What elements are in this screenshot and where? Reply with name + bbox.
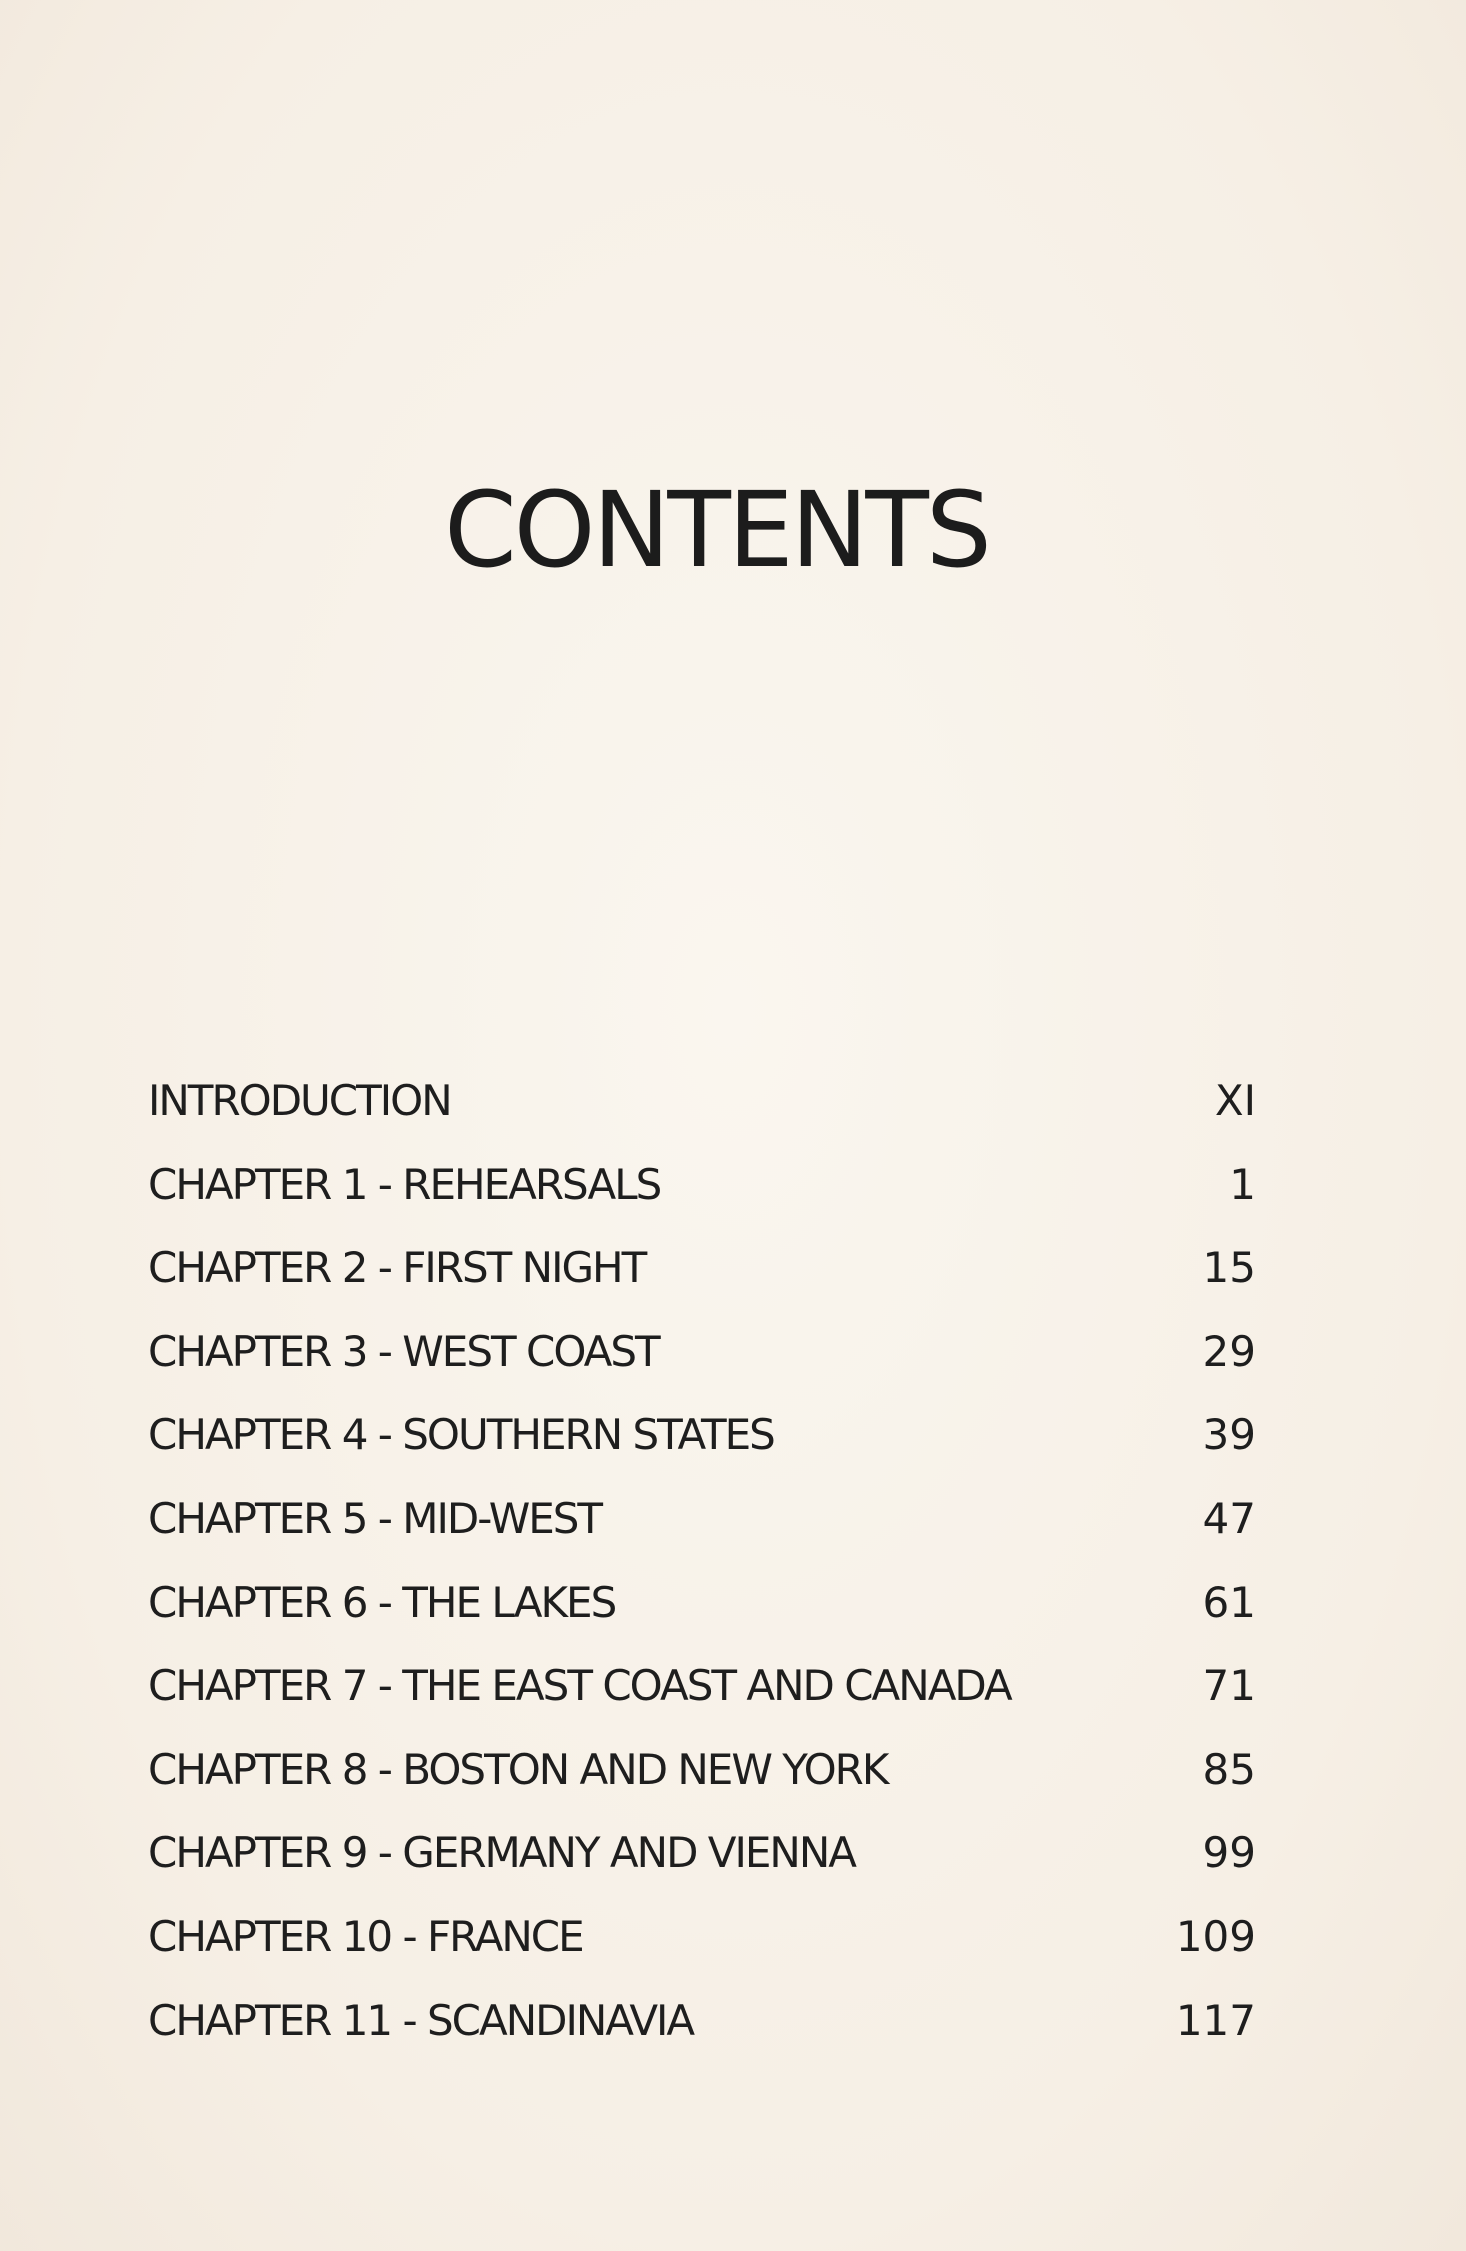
toc-entry-page: 1 [1229, 1159, 1256, 1209]
toc-entry-page: 109 [1175, 1911, 1256, 1961]
toc-entry-title: CHAPTER 7 - THE EAST COAST AND CANADA [148, 1661, 1011, 1711]
toc-entry-page: XI [1214, 1076, 1256, 1125]
toc-entry-title: CHAPTER 4 - SOUTHERN STATES [148, 1410, 774, 1460]
toc-entry-title: CHAPTER 11 - SCANDINAVIA [148, 1995, 694, 2045]
toc-entry-title: CHAPTER 9 - GERMANY AND VIENNA [148, 1828, 855, 1878]
toc-entry-title: CHAPTER 8 - BOSTON AND NEW YORK [148, 1744, 888, 1794]
toc-entry-title: CHAPTER 6 - THE LAKES [148, 1577, 616, 1627]
toc-entry-page: 47 [1202, 1493, 1256, 1543]
toc-entry-title: CHAPTER 2 - FIRST NIGHT [148, 1243, 646, 1293]
toc-entry-chapter-6[interactable] [148, 1579, 1256, 1663]
toc-entry-chapter-10[interactable] [148, 1913, 1256, 1997]
toc-entry-page: 85 [1202, 1744, 1256, 1794]
toc-entry-page: 117 [1175, 1995, 1256, 2045]
toc-entry-introduction[interactable] [148, 1077, 1256, 1161]
toc-entry-chapter-7[interactable] [148, 1662, 1256, 1746]
toc-entry-chapter-2[interactable] [148, 1244, 1256, 1328]
toc-entry-chapter-9[interactable] [148, 1829, 1256, 1913]
toc-entry-page: 99 [1202, 1828, 1256, 1878]
toc-entry-page: 39 [1202, 1410, 1256, 1460]
toc-entry-title: CHAPTER 5 - MID-WEST [148, 1493, 602, 1543]
toc-entry-chapter-5[interactable] [148, 1495, 1256, 1579]
toc-entry-chapter-11[interactable] [148, 1997, 1256, 2081]
toc-entry-title: CHAPTER 1 - REHEARSALS [148, 1159, 661, 1209]
toc-entry-page: 15 [1202, 1243, 1256, 1293]
toc-entry-chapter-8[interactable] [148, 1746, 1256, 1830]
toc-entry-page: 71 [1202, 1661, 1256, 1711]
toc-entry-chapter-3[interactable] [148, 1328, 1256, 1412]
toc-entry-page: 61 [1202, 1577, 1256, 1627]
toc-entry-title: CHAPTER 10 - FRANCE [148, 1911, 583, 1961]
page-title: CONTENTS [444, 469, 989, 591]
toc-entry-chapter-4[interactable] [148, 1411, 1256, 1495]
toc-entry-chapter-1[interactable] [148, 1161, 1256, 1245]
toc-entry-title: CHAPTER 3 - WEST COAST [148, 1326, 659, 1376]
toc-entry-page: 29 [1202, 1326, 1256, 1376]
toc-entry-title: INTRODUCTION [148, 1076, 451, 1125]
table-of-contents [148, 1077, 1256, 2080]
